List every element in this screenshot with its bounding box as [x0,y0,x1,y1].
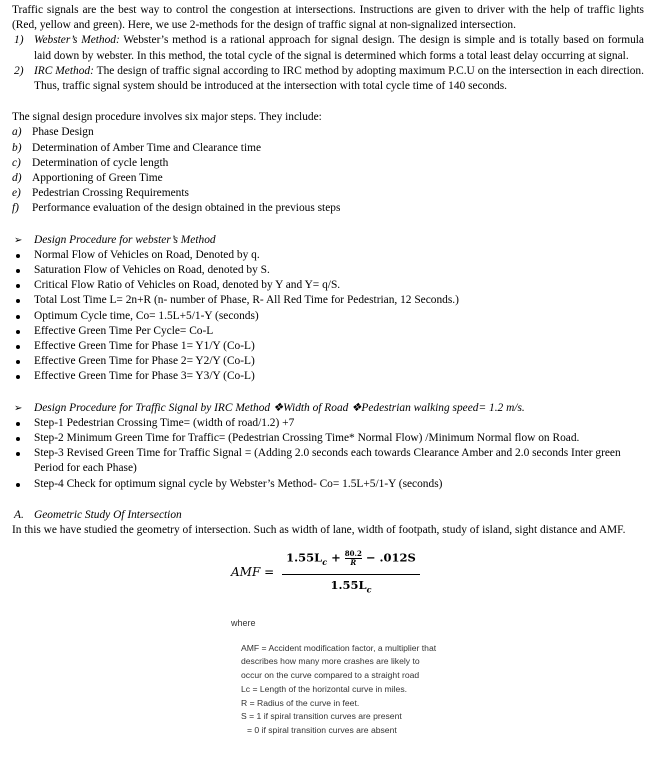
list-item: Step-3 Revised Green Time for Traffic Signal = (Adding 2.0 seconds each towards Clearance Amber and 2.0 seconds Inter green Period for each Phase) [12,446,644,476]
list-marker: f) [12,202,19,215]
list-marker: c) [12,156,21,169]
webster-list [12,248,644,385]
bullet-icon [16,330,20,334]
procedure-intro: The signal design procedure involves six major steps. They include: [12,111,322,124]
steps-list [12,125,644,216]
step-item [12,156,644,171]
bullet-icon [16,269,20,273]
irc-heading [12,401,644,416]
step-text: Determination of cycle length [32,156,169,169]
arrow-icon: ➢ [14,234,23,246]
method-text: The design of traffic signal according to IRC method by adopting maximum P.C.U on the intersection in each direction. Thus, traffic signal system should be introduced at the intersection with total cycle time of 140 seconds. [34,64,644,93]
list-item: Step-2 Minimum Green Time for Traffic= (Pedestrian Crossing Time* Normal Flow) /Minimum Normal flow on Road. [12,431,644,446]
list-item: Critical Flow Ratio of Vehicles on Road, denoted by Y and Y= q/S. [12,278,644,293]
definition-item: Lc = Length of the horizontal curve in miles. [241,683,408,694]
method-item [12,33,644,63]
step-text: Performance evaluation of the design obtained in the previous steps [32,202,341,215]
list-marker: b) [12,141,22,154]
list-marker: e) [12,187,21,200]
spacer [12,94,644,110]
formula-lhs: AMF = [231,565,275,580]
list-item: Optimum Cycle time, Co= 1.5L+5/1-Y (seconds) [12,309,644,324]
definition-item: S = 1 if spiral transition curves are present [241,711,402,722]
bullet-icon [16,422,20,426]
fraction-bar [282,574,420,575]
bullet-icon [16,375,20,379]
step-item [12,125,644,140]
intro-paragraph: Traffic signals are the best way to control the congestion at intersections. Instructions are given to driver with the help of traffic lights (Red, yellow and green). Here, we use 2-methods for the design of traffic signal at non-signalized intersection. [12,4,644,32]
formula-small-fraction: $\frac{80.2}{R}$ [344,549,362,568]
irc-list [12,416,644,492]
bullet-icon [16,360,20,364]
spacer [12,385,644,401]
method-item [12,64,644,94]
step-text: Phase Design [32,126,94,139]
formula-numerator: $1.55L_c$ + $\frac{80.2}{R}$ − .012S [286,549,416,568]
list-item: Normal Flow of Vehicles on Road, Denoted by q. [12,248,644,263]
methods-list [12,33,644,94]
list-item: Step-4 Check for optimum signal cycle by Webster’s Method- Co= 1.5L+5/1-Y (seconds) [12,477,644,492]
section-marker: A. [14,508,24,521]
where-label: where [231,618,256,629]
step-text: Pedestrian Crossing Requirements [32,187,189,200]
bullet-icon [16,437,20,441]
definition-item: AMF = Accident modification factor, a multiplier that describes how many more crashes are likely to occur on the curve compared to a straight road [241,642,437,681]
step-item [12,201,644,216]
bullet-icon [16,483,20,487]
document-page [12,3,644,738]
irc-heading-text: Design Procedure for Traffic Signal by IRC Method ❖Width of Road ❖Pedestrian walking speed= 1.2 m/s. [34,401,525,414]
definition-item: R = Radius of the curve in feet. [241,697,360,708]
amf-formula [12,550,644,610]
bullet-icon [16,254,20,258]
list-marker: 2) [14,64,24,77]
bullet-icon [16,345,20,349]
list-item: Saturation Flow of Vehicles on Road, denoted by S. [12,263,644,278]
list-item: Effective Green Time for Phase 1= Y1/Y (Co-L) [12,339,644,354]
bullet-icon [16,299,20,303]
geometric-heading-text: Geometric Study Of Intersection [34,508,182,521]
bullet-icon [16,284,20,288]
list-item: Step-1 Pedestrian Crossing Time= (width of road/1.2) +7 [12,416,644,431]
webster-heading-text: Design Procedure for webster’s Method [34,233,216,246]
list-marker: a) [12,126,22,139]
formula-denominator: $1.55L_c$ [330,578,372,595]
formula-fraction [282,550,420,598]
webster-heading [12,233,644,248]
step-item [12,141,644,156]
method-name: IRC Method: [34,64,94,77]
method-text: Webster’s method is a rational approach for signal design. The design is simple and is totally based on formula laid down by webster. In this method, the total cycle of the signal is determined which forms a total least delay occurring at signal. [34,34,644,62]
list-marker: d) [12,172,22,185]
bullet-icon [16,315,20,319]
step-item [12,171,644,186]
step-text: Determination of Amber Time and Clearance time [32,141,262,154]
list-item: Effective Green Time for Phase 2= Y2/Y (Co-L) [12,354,644,369]
arrow-icon: ➢ [14,402,23,414]
spacer [12,217,644,233]
step-text: Apportioning of Green Time [32,172,163,185]
spacer [12,492,644,508]
bullet-icon [16,452,20,456]
list-item: Effective Green Time Per Cycle= Co-L [12,324,644,339]
list-marker: 1) [14,34,24,47]
list-item: Total Lost Time L= 2n+R (n- number of Phase, R- All Red Time for Pedestrian, 12 Seconds.) [12,293,644,308]
geometric-heading [12,508,644,523]
list-item: Effective Green Time for Phase 3= Y3/Y (Co-L) [12,369,644,384]
step-item [12,186,644,201]
definition-item: = 0 if spiral transition curves are absent [247,725,397,736]
definitions-block [241,642,441,739]
geometric-paragraph: In this we have studied the geometry of intersection. Such as width of lane, width of footpath, study of island, sight distance and AMF. [12,524,626,537]
method-name: Webster’s Method: [34,34,120,47]
